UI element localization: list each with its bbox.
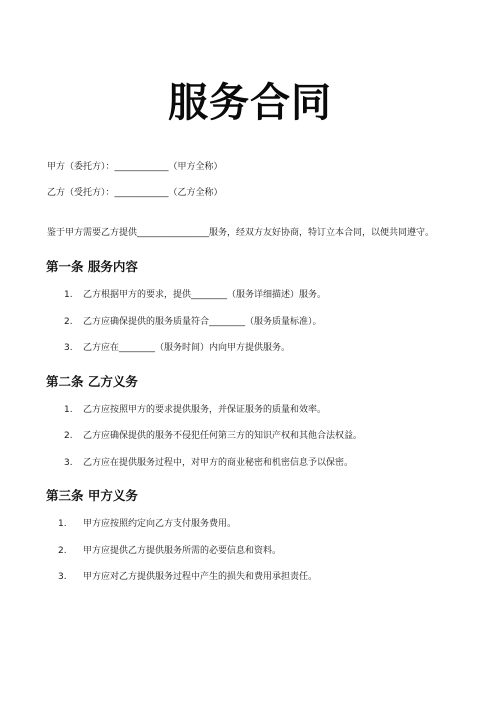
list-item-number: 3. bbox=[58, 572, 67, 582]
list-item-number: 1. bbox=[64, 290, 73, 300]
list-item-number: 1. bbox=[64, 405, 73, 415]
list-item-text: 乙方应在提供服务过程中，对甲方的商业秘密和机密信息予以保密。 bbox=[83, 458, 354, 468]
list-item-text: 甲方应提供乙方提供服务所需的必要信息和资料。 bbox=[83, 546, 282, 556]
list-item-number: 3. bbox=[64, 343, 73, 353]
list-item-number: 2. bbox=[64, 317, 73, 327]
section-1-heading: 第一条 服务内容 bbox=[46, 259, 138, 274]
party-a-line: 甲方（委托方）：____________（甲方全称） bbox=[47, 162, 223, 172]
section-3-heading: 第三条 甲方义务 bbox=[46, 488, 138, 503]
list-item-text: 乙方根据甲方的要求，提供________（服务详细描述）服务。 bbox=[83, 290, 327, 300]
list-item-number: 3. bbox=[64, 458, 73, 468]
list-item-text: 乙方应在________（服务时间）内向甲方提供服务。 bbox=[83, 343, 291, 353]
list-item-number: 2. bbox=[58, 546, 67, 556]
list-item-text: 乙方应确保提供的服务不侵犯任何第三方的知识产权和其他合法权益。 bbox=[83, 431, 363, 441]
list-item-text: 甲方应按照约定向乙方支付服务费用。 bbox=[83, 519, 237, 529]
section-2-heading: 第二条 乙方义务 bbox=[46, 374, 138, 389]
list-item-text: 甲方应对乙方提供服务过程中产生的损失和费用承担责任。 bbox=[83, 572, 318, 582]
list-item-text: 乙方应确保提供的服务质量符合________（服务质量标准）。 bbox=[83, 317, 322, 327]
list-item-text: 乙方应按照甲方的要求提供服务，并保证服务的质量和效率。 bbox=[83, 405, 327, 415]
document-title: 服务合同 bbox=[168, 80, 332, 126]
list-item-number: 1. bbox=[58, 519, 67, 529]
preamble-paragraph: 鉴于甲方需要乙方提供________________服务，经双方友好协商，特订立本合同，以便共同遵守。 bbox=[47, 228, 435, 238]
list-item-number: 2. bbox=[64, 431, 73, 441]
party-b-line: 乙方（受托方）：____________（乙方全称） bbox=[47, 188, 223, 198]
